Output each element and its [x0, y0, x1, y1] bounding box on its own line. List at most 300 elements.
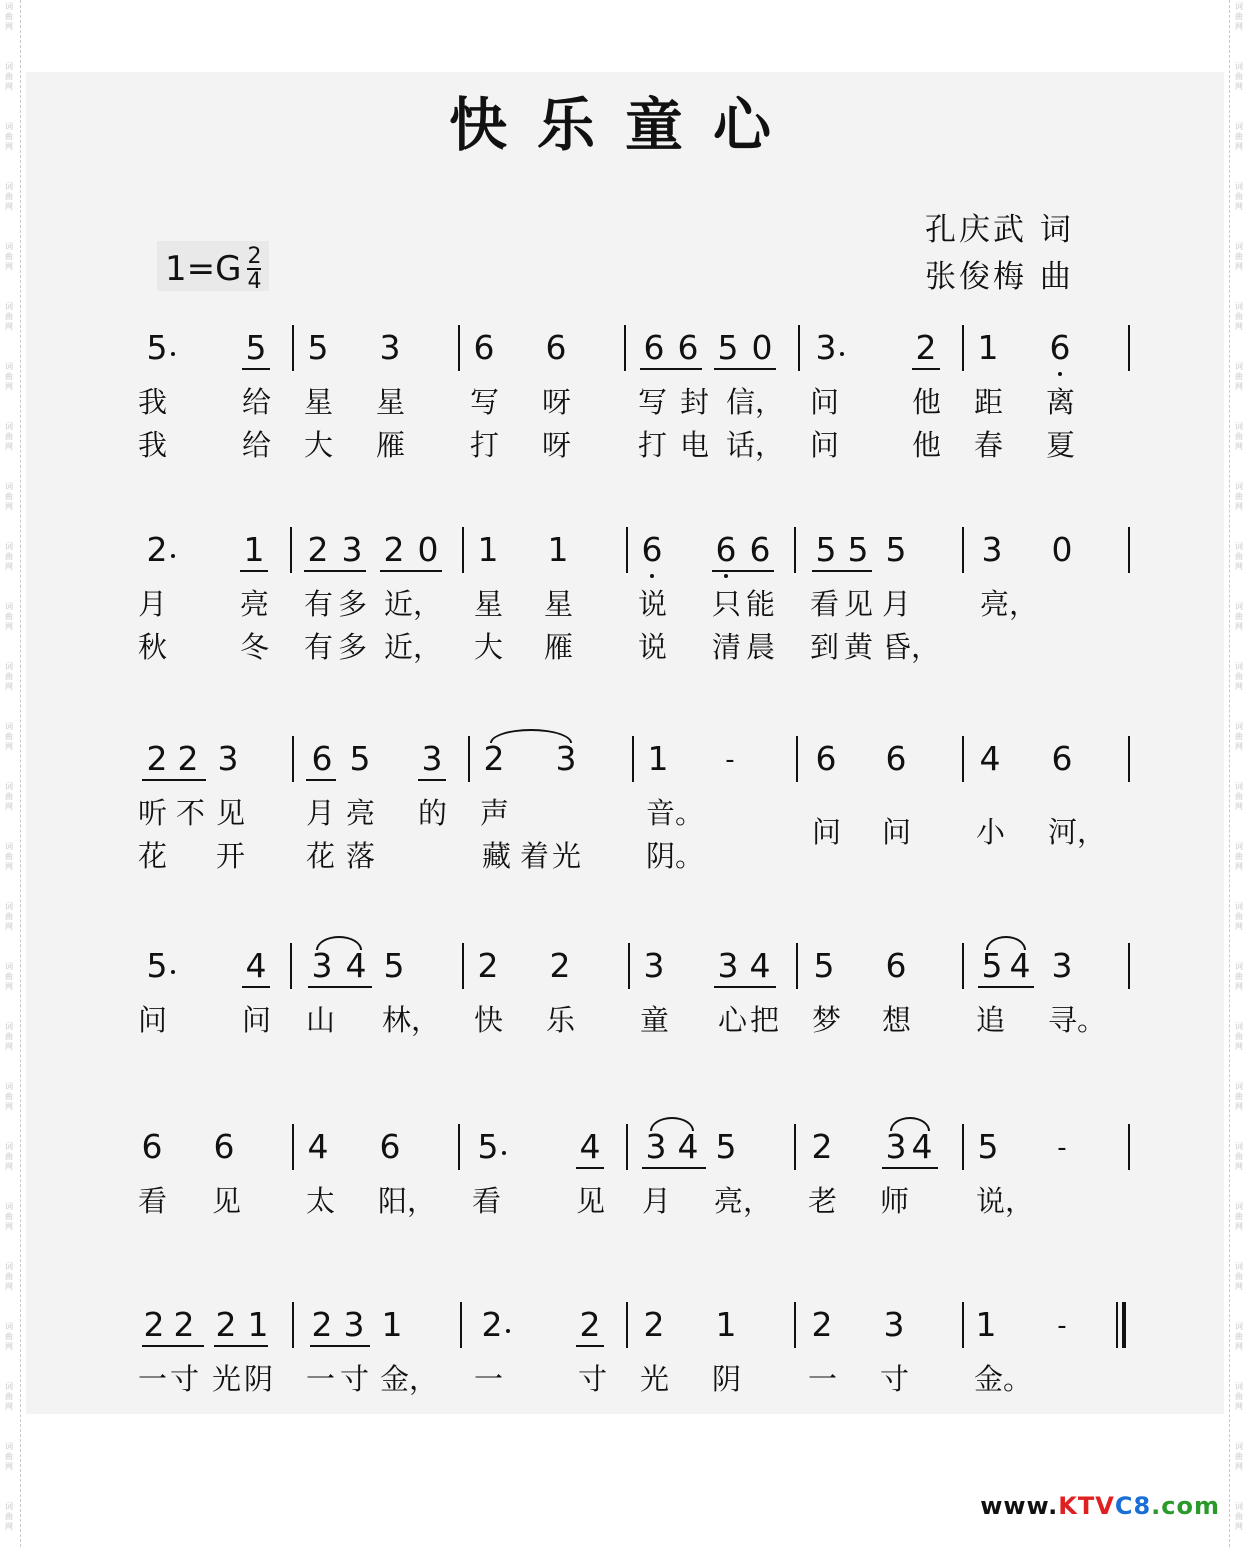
lyric-syllable: 声 [480, 796, 510, 830]
beam-underline [640, 368, 702, 370]
note: 2 [643, 1305, 665, 1344]
beam-underline [142, 779, 206, 781]
lyric-syllable: 太 [306, 1184, 336, 1218]
side-watermark-char: 曲 [1235, 492, 1243, 501]
beam-underline [642, 1167, 706, 1169]
note: 4 [245, 946, 267, 985]
note: 3 [645, 1127, 667, 1166]
note: 5 [349, 739, 371, 778]
note: 4 [345, 946, 367, 985]
lyric-syllable: 有 [304, 630, 334, 664]
side-watermark-char: 网 [5, 1342, 13, 1351]
note: 6 [1049, 328, 1071, 367]
note: 0 [1051, 530, 1073, 569]
side-watermark-char: 曲 [5, 1092, 13, 1101]
beam-underline [214, 1345, 268, 1347]
side-watermark-char: 曲 [5, 792, 13, 801]
side-watermark-char: 曲 [1235, 672, 1243, 681]
side-watermark-char: 曲 [1235, 1092, 1243, 1101]
lyric-syllable: 听 [138, 796, 168, 830]
lyric-syllable: 清 [712, 630, 742, 664]
side-watermark-char: 网 [1235, 682, 1243, 691]
side-watermark-char: 曲 [5, 1452, 13, 1461]
note: 5 [245, 328, 267, 367]
side-watermark-char: 网 [1235, 1042, 1243, 1051]
barline [962, 943, 964, 989]
lyric-syllable: 见 [576, 1184, 606, 1218]
augmentation-dot [171, 554, 175, 558]
note: 6 [643, 328, 665, 367]
side-watermark-char: 网 [5, 1522, 13, 1531]
lyric-syllable: 给 [242, 385, 272, 419]
side-watermark-char: 网 [1235, 1402, 1243, 1411]
lyric-syllable: 冬 [240, 630, 270, 664]
side-watermark-char: 词 [5, 842, 13, 851]
lyric-syllable: 秋 [138, 630, 168, 664]
side-watermark-char: 词 [5, 1502, 13, 1511]
barline [628, 943, 630, 989]
barline [460, 1302, 462, 1348]
note: 2 [811, 1127, 833, 1166]
side-watermark-char: 词 [1235, 302, 1243, 311]
lyric-syllable: 昏， [882, 630, 941, 664]
lyric-syllable: 月 [642, 1184, 672, 1218]
barline [962, 1302, 964, 1348]
note: 3 [643, 946, 665, 985]
lyric-syllable: 星 [376, 385, 406, 419]
final-barline-thick [1122, 1302, 1126, 1348]
beam-underline [380, 570, 442, 572]
lyric-syllable: 见 [216, 796, 246, 830]
side-watermark-char: 网 [1235, 322, 1243, 331]
side-watermark-char: 曲 [1235, 432, 1243, 441]
side-watermark-char: 网 [1235, 1102, 1243, 1111]
lyric-syllable: 金。 [974, 1362, 1033, 1396]
side-watermark-char: 网 [1235, 1282, 1243, 1291]
lyric-syllable: 阳， [378, 1184, 437, 1218]
beam-underline [714, 368, 776, 370]
side-watermark-char: 词 [5, 1142, 13, 1151]
side-watermark-char: 词 [5, 602, 13, 611]
note: 2 [483, 739, 505, 778]
side-watermark-char: 网 [1235, 1222, 1243, 1231]
lyric-syllable: 光 [640, 1362, 670, 1396]
lyric-syllable: 晨 [746, 630, 776, 664]
lyric-syllable: 看 [810, 587, 840, 621]
barline [1128, 1124, 1130, 1170]
lyric-syllable: 的 [418, 796, 448, 830]
lyric-syllable: 雁 [544, 630, 574, 664]
side-watermark-char: 曲 [5, 972, 13, 981]
left-border-strip [0, 0, 21, 1547]
lyric-syllable: 寸 [578, 1362, 608, 1396]
side-watermark-char: 曲 [5, 672, 13, 681]
side-watermark-char: 词 [1235, 1382, 1243, 1391]
lower-octave-dot [1058, 372, 1062, 376]
side-watermark-char: 词 [1235, 242, 1243, 251]
side-watermark-char: 词 [1235, 842, 1243, 851]
barline [1128, 736, 1130, 782]
lyric-syllable: 寸 [340, 1362, 370, 1396]
side-watermark-char: 网 [1235, 22, 1243, 31]
lyric-syllable: 小 [976, 815, 1006, 849]
lyric-syllable: 月 [138, 587, 168, 621]
barline [1128, 527, 1130, 573]
side-watermark-char: 词 [1235, 482, 1243, 491]
sustain-dash: - [725, 745, 735, 775]
lyric-syllable: 近， [384, 630, 443, 664]
side-watermark-char: 词 [1235, 1502, 1243, 1511]
side-watermark-char: 网 [5, 1462, 13, 1471]
side-watermark-char: 词 [5, 1022, 13, 1031]
note: 6 [885, 946, 907, 985]
lyric-syllable: 话， [726, 428, 785, 462]
barline [624, 325, 626, 371]
time-numerator: 2 [247, 244, 262, 269]
side-watermark-char: 曲 [1235, 1212, 1243, 1221]
lyric-syllable: 藏 [482, 839, 512, 873]
side-watermark-char: 曲 [5, 1512, 13, 1521]
beam-underline [714, 986, 776, 988]
side-watermark-char: 词 [1235, 1322, 1243, 1331]
side-watermark-char: 曲 [5, 432, 13, 441]
lyric-syllable: 花 [138, 839, 168, 873]
lyric-syllable: 亮 [346, 796, 376, 830]
side-watermark-char: 网 [5, 22, 13, 31]
augmentation-dot [506, 1329, 510, 1333]
augmentation-dot [171, 352, 175, 356]
side-watermark-char: 曲 [5, 612, 13, 621]
lyric-syllable: 多 [338, 630, 368, 664]
note: 1 [477, 530, 499, 569]
barline [794, 1124, 796, 1170]
lyric-syllable: 星 [304, 385, 334, 419]
lyric-syllable: 黄 [844, 630, 874, 664]
side-watermark-char: 曲 [5, 72, 13, 81]
side-watermark-char: 曲 [1235, 252, 1243, 261]
barline [798, 325, 800, 371]
lower-octave-dot [724, 574, 728, 578]
lyric-syllable: 信， [726, 385, 785, 419]
note: 4 [979, 739, 1001, 778]
lyric-syllable: 阴。 [646, 839, 705, 873]
note: 6 [715, 530, 737, 569]
note: 3 [883, 1305, 905, 1344]
lyric-syllable: 月 [882, 587, 912, 621]
side-watermark-char: 曲 [5, 912, 13, 921]
note: 5 [847, 530, 869, 569]
barline [462, 943, 464, 989]
side-watermark-char: 曲 [1235, 1332, 1243, 1341]
beam-underline [310, 1345, 370, 1347]
augmentation-dot [840, 352, 844, 356]
lyric-syllable: 看 [138, 1184, 168, 1218]
side-watermark-char: 词 [5, 1262, 13, 1271]
note: 2 [311, 1305, 333, 1344]
sustain-dash: - [1057, 1133, 1067, 1163]
lyric-syllable: 见 [212, 1184, 242, 1218]
note: 5 [383, 946, 405, 985]
augmentation-dot [502, 1151, 506, 1155]
lyric-syllable: 把 [750, 1003, 780, 1037]
side-watermark-char: 词 [5, 1322, 13, 1331]
side-watermark-char: 词 [1235, 1082, 1243, 1091]
barline [290, 527, 292, 573]
barline [626, 527, 628, 573]
note: 1 [715, 1305, 737, 1344]
note: 6 [311, 739, 333, 778]
note: 3 [885, 1127, 907, 1166]
side-watermark-char: 词 [1235, 1022, 1243, 1031]
lyric-syllable: 金， [380, 1362, 439, 1396]
note: 5 [885, 530, 907, 569]
side-watermark-char: 网 [5, 1222, 13, 1231]
side-watermark-char: 曲 [1235, 1272, 1243, 1281]
note: 5 [146, 328, 168, 367]
note: 2 [477, 946, 499, 985]
side-watermark-char: 词 [1235, 1442, 1243, 1451]
lyricist-credit: 孔庆武 词 [925, 212, 1074, 248]
note: 4 [307, 1127, 329, 1166]
side-watermark-char: 网 [1235, 142, 1243, 151]
side-watermark-char: 网 [5, 382, 13, 391]
key-label: 1=G [165, 249, 242, 289]
note: 4 [1009, 946, 1031, 985]
note: 2 [915, 328, 937, 367]
note: 6 [641, 530, 663, 569]
note: 3 [717, 946, 739, 985]
beam-underline [308, 986, 372, 988]
note: 6 [885, 739, 907, 778]
lyric-syllable: 光 [212, 1362, 242, 1396]
note: 3 [217, 739, 239, 778]
side-watermark-char: 网 [5, 1282, 13, 1291]
beam-underline [912, 368, 940, 370]
barline [962, 1124, 964, 1170]
lyric-syllable: 能 [746, 587, 776, 621]
note: 5 [813, 946, 835, 985]
barline [458, 1124, 460, 1170]
note: 1 [381, 1305, 403, 1344]
side-watermark-char: 词 [5, 302, 13, 311]
side-watermark-char: 词 [1235, 902, 1243, 911]
lyric-syllable: 快 [474, 1003, 504, 1037]
lyric-syllable: 阴 [712, 1362, 742, 1396]
note: 3 [421, 739, 443, 778]
side-watermark-char: 网 [1235, 622, 1243, 631]
note: 2 [146, 739, 168, 778]
lyric-syllable: 雁 [376, 428, 406, 462]
beam-underline [242, 368, 270, 370]
note: 0 [417, 530, 439, 569]
lyric-syllable: 亮 [240, 587, 270, 621]
note: 6 [815, 739, 837, 778]
note: 2 [307, 530, 329, 569]
side-watermark-char: 网 [1235, 1462, 1243, 1471]
note: 3 [341, 530, 363, 569]
side-watermark-char: 曲 [1235, 1452, 1243, 1461]
side-watermark-char: 词 [1235, 542, 1243, 551]
note: 2 [177, 739, 199, 778]
barline [458, 325, 460, 371]
lyric-syllable: 说 [638, 587, 668, 621]
lyric-syllable: 河， [1048, 815, 1107, 849]
side-watermark-char: 词 [5, 542, 13, 551]
note: 3 [311, 946, 333, 985]
side-watermark-char: 曲 [5, 312, 13, 321]
side-watermark-char: 网 [5, 682, 13, 691]
side-watermark-char: 网 [1235, 742, 1243, 751]
lyric-syllable: 问 [242, 1003, 272, 1037]
side-watermark-char: 词 [5, 1202, 13, 1211]
note: 1 [977, 328, 999, 367]
note: 5 [146, 946, 168, 985]
lyric-syllable: 开 [216, 839, 246, 873]
lyric-syllable: 老 [808, 1184, 838, 1218]
lyric-syllable: 寸 [170, 1362, 200, 1396]
lyric-syllable: 距 [974, 385, 1004, 419]
barline [962, 325, 964, 371]
lyric-syllable: 有 [304, 587, 334, 621]
lyric-syllable: 呀 [542, 428, 572, 462]
barline [1128, 943, 1130, 989]
side-watermark-char: 网 [5, 442, 13, 451]
note: 2 [143, 1305, 165, 1344]
barline [794, 527, 796, 573]
barline [626, 1302, 628, 1348]
side-watermark-char: 曲 [1235, 732, 1243, 741]
side-watermark-char: 词 [5, 962, 13, 971]
side-watermark-char: 网 [5, 262, 13, 271]
side-watermark-char: 词 [5, 2, 13, 11]
lyric-syllable: 春 [974, 428, 1004, 462]
note: 4 [749, 946, 771, 985]
key-signature [157, 241, 269, 294]
lyric-syllable: 星 [474, 587, 504, 621]
note: 2 [549, 946, 571, 985]
beam-underline [304, 570, 366, 572]
side-watermark-char: 词 [5, 182, 13, 191]
site-watermark: www.KTVC8.com [980, 1492, 1220, 1520]
time-denominator: 4 [247, 269, 262, 294]
note: 2 [579, 1305, 601, 1344]
note: 4 [911, 1127, 933, 1166]
song-title: 快乐童心 [448, 91, 801, 159]
beam-underline [142, 1345, 204, 1347]
lyric-syllable: 师 [880, 1184, 910, 1218]
lyric-syllable: 落 [346, 839, 376, 873]
side-watermark-char: 曲 [1235, 1512, 1243, 1521]
lyric-syllable: 说 [638, 630, 668, 664]
side-watermark-char: 曲 [5, 1332, 13, 1341]
side-watermark-char: 网 [5, 1102, 13, 1111]
side-watermark-char: 曲 [5, 1032, 13, 1041]
side-watermark-char: 网 [5, 202, 13, 211]
side-watermark-char: 曲 [1235, 552, 1243, 561]
lyric-syllable: 一 [474, 1362, 504, 1396]
note: 4 [579, 1127, 601, 1166]
side-watermark-char: 词 [5, 362, 13, 371]
side-watermark-char: 网 [5, 622, 13, 631]
side-watermark-char: 网 [1235, 1342, 1243, 1351]
side-watermark-char: 词 [5, 1082, 13, 1091]
side-watermark-char: 网 [5, 142, 13, 151]
side-watermark-char: 曲 [1235, 852, 1243, 861]
barline [292, 325, 294, 371]
beam-underline [812, 570, 872, 572]
side-watermark-char: 网 [1235, 82, 1243, 91]
side-watermark-char: 词 [1235, 362, 1243, 371]
lyric-syllable: 童 [640, 1003, 670, 1037]
lyric-syllable: 问 [812, 815, 842, 849]
note: 3 [379, 328, 401, 367]
side-watermark-char: 曲 [5, 192, 13, 201]
side-watermark-char: 曲 [5, 1212, 13, 1221]
lyric-syllable: 看 [472, 1184, 502, 1218]
side-watermark-char: 网 [1235, 922, 1243, 931]
side-watermark-char: 曲 [1235, 1032, 1243, 1041]
lyric-syllable: 想 [882, 1003, 912, 1037]
side-watermark-char: 网 [5, 82, 13, 91]
side-watermark-char: 曲 [5, 852, 13, 861]
beam-underline [306, 779, 336, 781]
side-watermark-char: 曲 [1235, 1392, 1243, 1401]
side-watermark-char: 网 [5, 1042, 13, 1051]
beam-underline [242, 986, 270, 988]
lyric-syllable: 音。 [646, 796, 705, 830]
note: 5 [977, 1127, 999, 1166]
final-barline-thin [1116, 1302, 1118, 1348]
side-watermark-char: 网 [5, 562, 13, 571]
lyric-syllable: 花 [306, 839, 336, 873]
side-watermark-char: 词 [5, 62, 13, 71]
augmentation-dot [171, 970, 175, 974]
note: 6 [213, 1127, 235, 1166]
lyric-syllable: 呀 [542, 385, 572, 419]
note: 5 [715, 1127, 737, 1166]
lyric-syllable: 阴 [244, 1362, 274, 1396]
side-watermark-char: 词 [5, 662, 13, 671]
note: 2 [481, 1305, 503, 1344]
side-watermark-char: 网 [5, 862, 13, 871]
side-watermark-char: 词 [5, 122, 13, 131]
lyric-syllable: 夏 [1046, 428, 1076, 462]
lyric-syllable: 写 [470, 385, 500, 419]
side-watermark-char: 曲 [5, 1392, 13, 1401]
note: 6 [141, 1127, 163, 1166]
note: 2 [146, 530, 168, 569]
side-watermark-char: 词 [5, 902, 13, 911]
side-watermark-char: 词 [5, 782, 13, 791]
lower-octave-dot [650, 574, 654, 578]
note: 5 [477, 1127, 499, 1166]
side-watermark-char: 曲 [1235, 72, 1243, 81]
note: 2 [811, 1305, 833, 1344]
lyric-syllable: 近， [384, 587, 443, 621]
lyric-syllable: 到 [810, 630, 840, 664]
note: 1 [547, 530, 569, 569]
note: 2 [215, 1305, 237, 1344]
note: 3 [343, 1305, 365, 1344]
beam-underline [576, 1345, 604, 1347]
side-watermark-char: 词 [1235, 2, 1243, 11]
side-watermark-char: 曲 [1235, 612, 1243, 621]
lyric-syllable: 寸 [880, 1362, 910, 1396]
side-watermark-char: 曲 [5, 1272, 13, 1281]
beam-underline [978, 986, 1034, 988]
lyric-syllable: 山 [306, 1003, 336, 1037]
note: 5 [815, 530, 837, 569]
